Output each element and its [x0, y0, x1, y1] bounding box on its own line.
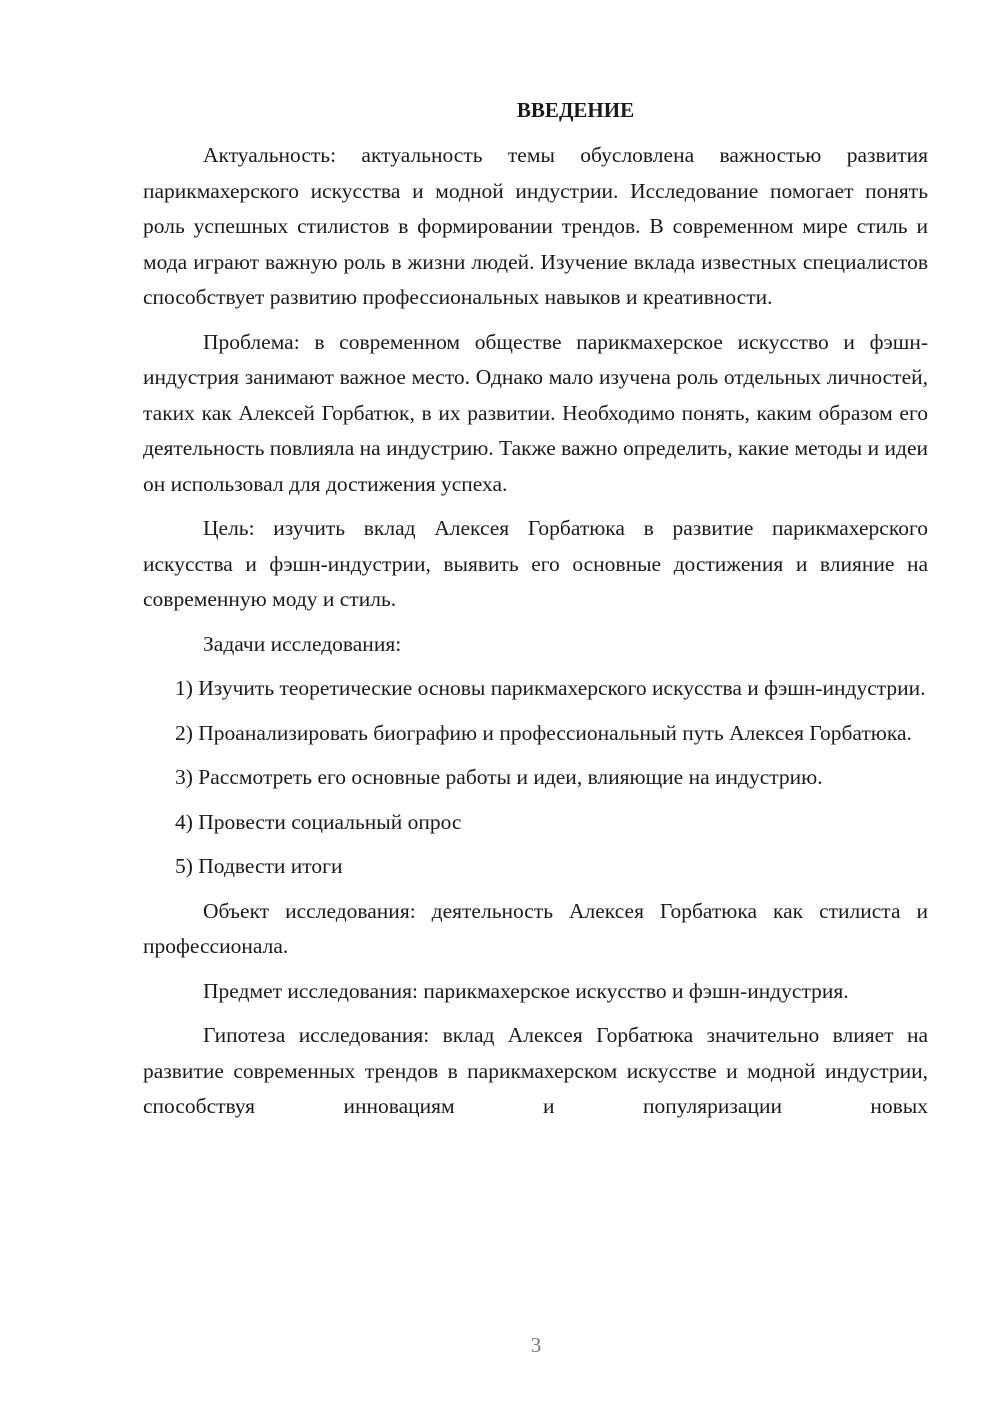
page-number: 3: [530, 1333, 542, 1357]
section-heading: ВВЕДЕНИЕ: [516, 98, 635, 122]
paragraph-goal: Цель: изучить вклад Алексея Горбатюка в развитие парикмахерского искусства и фэшн-индустрии, выявить его основные достижения и влияние на современную моду и стиль.: [143, 516, 928, 611]
paragraph-subject: Предмет исследования: парикмахерское искусство и фэшн-индустрия.: [203, 978, 849, 1003]
task-item: 5) Подвести итоги: [175, 854, 343, 878]
paragraph-relevance: Актуальность: актуальность темы обусловлена важностью развития парикмахерского искусства и модной индустрии. Исследование помогает понять роль успешных стилистов в формировании трендов. В современном мире стиль и мода играют важную роль в жизни людей. Изучение вклада известных специалистов способствует развитию профессиональных навыков и креативности.: [143, 143, 928, 309]
paragraph-problem: Проблема: в современном обществе парикмахерское искусство и фэшн-индустрия занимают важное место. Однако мало изучена роль отдельных личностей, таких как Алексей Горбатюк, в их развитии. Необходимо понять, каким образом его деятельность повлияла на индустрию. Также важно определить, какие методы и идеи он использовал для достижения успеха.: [143, 329, 929, 496]
task-item: 2) Проанализировать биографию и профессиональный путь Алексея Горбатюка.: [175, 720, 912, 745]
task-item: 3) Рассмотреть его основные работы и идеи, влияющие на индустрию.: [175, 765, 823, 789]
paragraph-object: Объект исследования: деятельность Алексея Горбатюка как стилиста и профессионала.: [143, 898, 928, 958]
paragraph-hypothesis: Гипотеза исследования: вклад Алексея Горбатюка значительно влияет на развитие современных трендов в парикмахерском искусстве и модной индустрии, способствуя инновациям и популяризации новых: [143, 1023, 928, 1118]
paragraph-tasks-title: Задачи исследования:: [203, 631, 402, 656]
task-item: 4) Провести социальный опрос: [175, 809, 462, 834]
task-item: 1) Изучить теоретические основы парикмахерского искусства и фэшн-индустрии.: [175, 676, 926, 700]
document-page: [143, 90, 928, 1134]
